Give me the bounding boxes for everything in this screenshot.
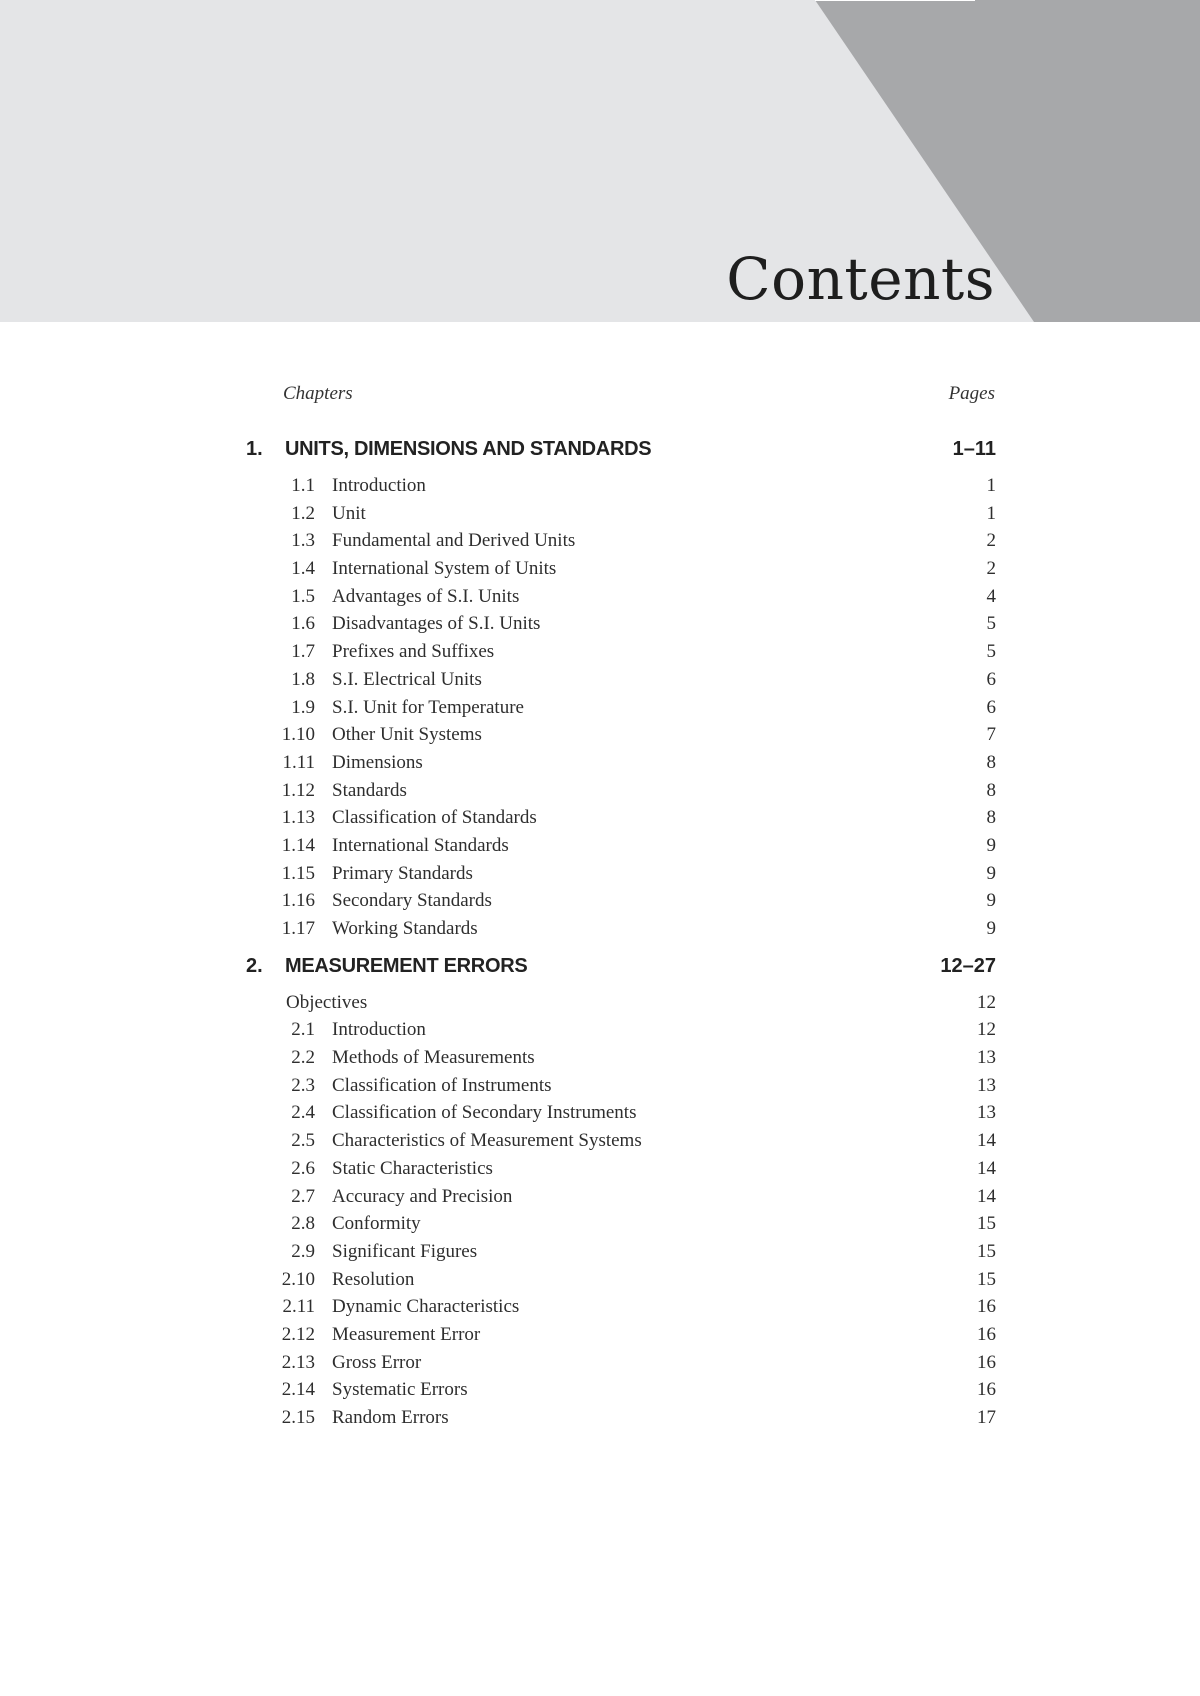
section-title: Dimensions [332,751,423,773]
toc-entry[interactable] [246,472,996,500]
entry-page-number: 17 [977,1407,996,1428]
section-title: Accuracy and Precision [332,1185,513,1207]
entry-page-number: 12 [977,991,996,1013]
entry-page-number: 15 [977,1240,996,1262]
section-title: Classification of Secondary Instruments [332,1102,637,1124]
section-number: 1.3 [291,530,315,552]
toc-entry[interactable] [246,555,996,583]
chapter-number: 2. [246,954,263,977]
section-title: Prefixes and Suffixes [332,641,495,663]
entry-page-number: 9 [986,862,996,884]
section-title: S.I. Unit for Temperature [332,696,524,718]
toc-entry[interactable] [246,887,996,915]
section-number: 2.4 [291,1102,315,1124]
toc-entry[interactable] [246,1404,996,1432]
section-number: 1.16 [281,890,315,912]
toc-entry[interactable] [246,1349,996,1377]
section-title: Secondary Standards [332,890,492,912]
section-number: 1.4 [291,558,315,580]
entry-page-number: 5 [986,641,996,663]
toc-entry[interactable] [246,1016,996,1044]
toc-entry[interactable] [246,1099,996,1127]
toc-entry-objectives[interactable] [246,989,996,1017]
section-title: Classification of Standards [332,807,537,829]
section-title: Resolution [332,1268,415,1290]
section-title: Static Characteristics [332,1157,493,1179]
toc-entry[interactable] [246,1127,996,1155]
section-title: Working Standards [332,918,478,939]
entry-page-number: 14 [977,1130,996,1152]
section-number: 1.10 [281,724,315,746]
toc-entry[interactable] [246,1183,996,1211]
section-number: 2.11 [282,1296,315,1318]
entry-page-number: 8 [986,779,996,801]
section-title: International Standards [332,834,509,856]
toc-entry[interactable] [246,583,996,611]
toc-entry[interactable] [246,832,996,860]
section-title: Random Errors [332,1407,449,1428]
toc-entry[interactable] [246,500,996,528]
chapter-heading[interactable] [246,955,996,989]
chapter-block [246,438,996,943]
section-title: Fundamental and Derived Units [332,530,576,552]
section-number: 2.8 [291,1213,315,1235]
entry-page-number: 16 [977,1323,996,1345]
banner-graphic [0,0,1200,322]
section-number: 1.1 [291,475,315,496]
column-header-pages: Pages [948,383,995,404]
section-number: 2.6 [291,1157,315,1179]
section-number: 2.7 [291,1185,315,1207]
section-number: 1.6 [291,613,315,635]
chapter-page-range: 12–27 [940,954,996,977]
section-number: 1.13 [281,807,315,829]
chapter-heading[interactable] [246,438,996,472]
section-number: 1.5 [291,585,315,607]
entry-page-number: 15 [977,1213,996,1235]
entry-page-number: 5 [986,613,996,635]
section-number: 1.11 [282,751,315,773]
entry-page-number: 9 [986,834,996,856]
entry-page-number: 14 [977,1157,996,1179]
section-number: 1.7 [291,641,315,663]
chapter-page-range: 1–11 [952,438,996,460]
entry-page-number: 6 [986,668,996,690]
toc-entry[interactable] [246,860,996,888]
objectives-label: Objectives [286,991,368,1013]
entry-page-number: 7 [986,724,996,746]
section-title: Characteristics of Measurement Systems [332,1130,642,1152]
table-of-contents [246,438,996,1432]
section-number: 2.10 [281,1268,315,1290]
entry-page-number: 15 [977,1268,996,1290]
toc-entry[interactable] [246,666,996,694]
entry-page-number: 8 [986,751,996,773]
section-number: 1.14 [281,834,315,856]
section-title: Classification of Instruments [332,1074,552,1096]
section-title: Methods of Measurements [332,1047,535,1069]
toc-entry[interactable] [246,1072,996,1100]
entry-page-number: 1 [986,502,996,524]
section-title: International System of Units [332,558,557,580]
entry-page-number: 12 [977,1019,996,1041]
entry-page-number: 8 [986,807,996,829]
chapter-block [246,955,996,1432]
chapter-number: 1. [246,438,263,460]
section-number: 2.1 [291,1019,315,1041]
section-number: 1.2 [291,502,315,524]
toc-entry[interactable] [246,1293,996,1321]
entry-page-number: 4 [986,585,996,607]
section-number: 1.9 [291,696,315,718]
toc-entry[interactable] [246,721,996,749]
entry-page-number: 16 [977,1296,996,1318]
page-title: Contents [726,245,995,313]
section-title: Systematic Errors [332,1379,468,1401]
toc-entry[interactable] [246,527,996,555]
toc-entry[interactable] [246,638,996,666]
toc-entry[interactable] [246,610,996,638]
section-title: Other Unit Systems [332,724,482,746]
section-title: Measurement Error [332,1323,481,1345]
section-number: 2.5 [291,1130,315,1152]
entry-page-number: 2 [986,558,996,580]
section-number: 1.12 [281,779,315,801]
section-number: 2.2 [291,1047,315,1069]
section-title: Introduction [332,475,426,496]
section-number: 2.13 [281,1351,315,1373]
toc-entry[interactable] [246,1155,996,1183]
entry-page-number: 1 [986,475,996,496]
toc-entry[interactable] [246,694,996,722]
section-title: Gross Error [332,1351,422,1373]
section-title: Unit [332,502,366,524]
section-title: Disadvantages of S.I. Units [332,613,541,635]
column-header-chapters: Chapters [283,383,353,404]
toc-entry[interactable] [246,1266,996,1294]
entry-page-number: 9 [986,890,996,912]
toc-entry[interactable] [246,749,996,777]
section-title: Conformity [332,1213,421,1235]
toc-entry[interactable] [246,1210,996,1238]
chapter-title: MEASUREMENT ERRORS [285,954,528,977]
section-title: Standards [332,779,407,801]
section-title: Significant Figures [332,1240,478,1262]
section-title: Dynamic Characteristics [332,1296,520,1318]
toc-entry[interactable] [246,1321,996,1349]
toc-entry[interactable] [246,1044,996,1072]
toc-entry[interactable] [246,915,996,943]
section-number: 1.8 [291,668,315,690]
toc-entry[interactable] [246,804,996,832]
entry-page-number: 16 [977,1351,996,1373]
entry-page-number: 13 [977,1102,996,1124]
entry-page-number: 6 [986,696,996,718]
section-title: Introduction [332,1019,426,1041]
section-number: 1.15 [281,862,315,884]
section-number: 2.14 [281,1379,315,1401]
section-number: 2.15 [281,1407,315,1428]
section-number: 2.9 [291,1240,315,1262]
entry-page-number: 13 [977,1074,996,1096]
entry-page-number: 16 [977,1379,996,1401]
entry-page-number: 2 [986,530,996,552]
section-title: Primary Standards [332,862,473,884]
chapter-title: UNITS, DIMENSIONS AND STANDARDS [285,438,652,460]
toc-entry[interactable] [246,777,996,805]
toc-entry[interactable] [246,1238,996,1266]
entry-page-number: 14 [977,1185,996,1207]
section-title: Advantages of S.I. Units [332,585,520,607]
section-number: 2.3 [291,1074,315,1096]
section-number: 2.12 [281,1323,315,1345]
toc-entry[interactable] [246,1376,996,1404]
entry-page-number: 13 [977,1047,996,1069]
header-banner [0,0,1200,322]
section-number: 1.17 [281,918,315,939]
entry-page-number: 9 [986,918,996,939]
section-title: S.I. Electrical Units [332,668,482,690]
